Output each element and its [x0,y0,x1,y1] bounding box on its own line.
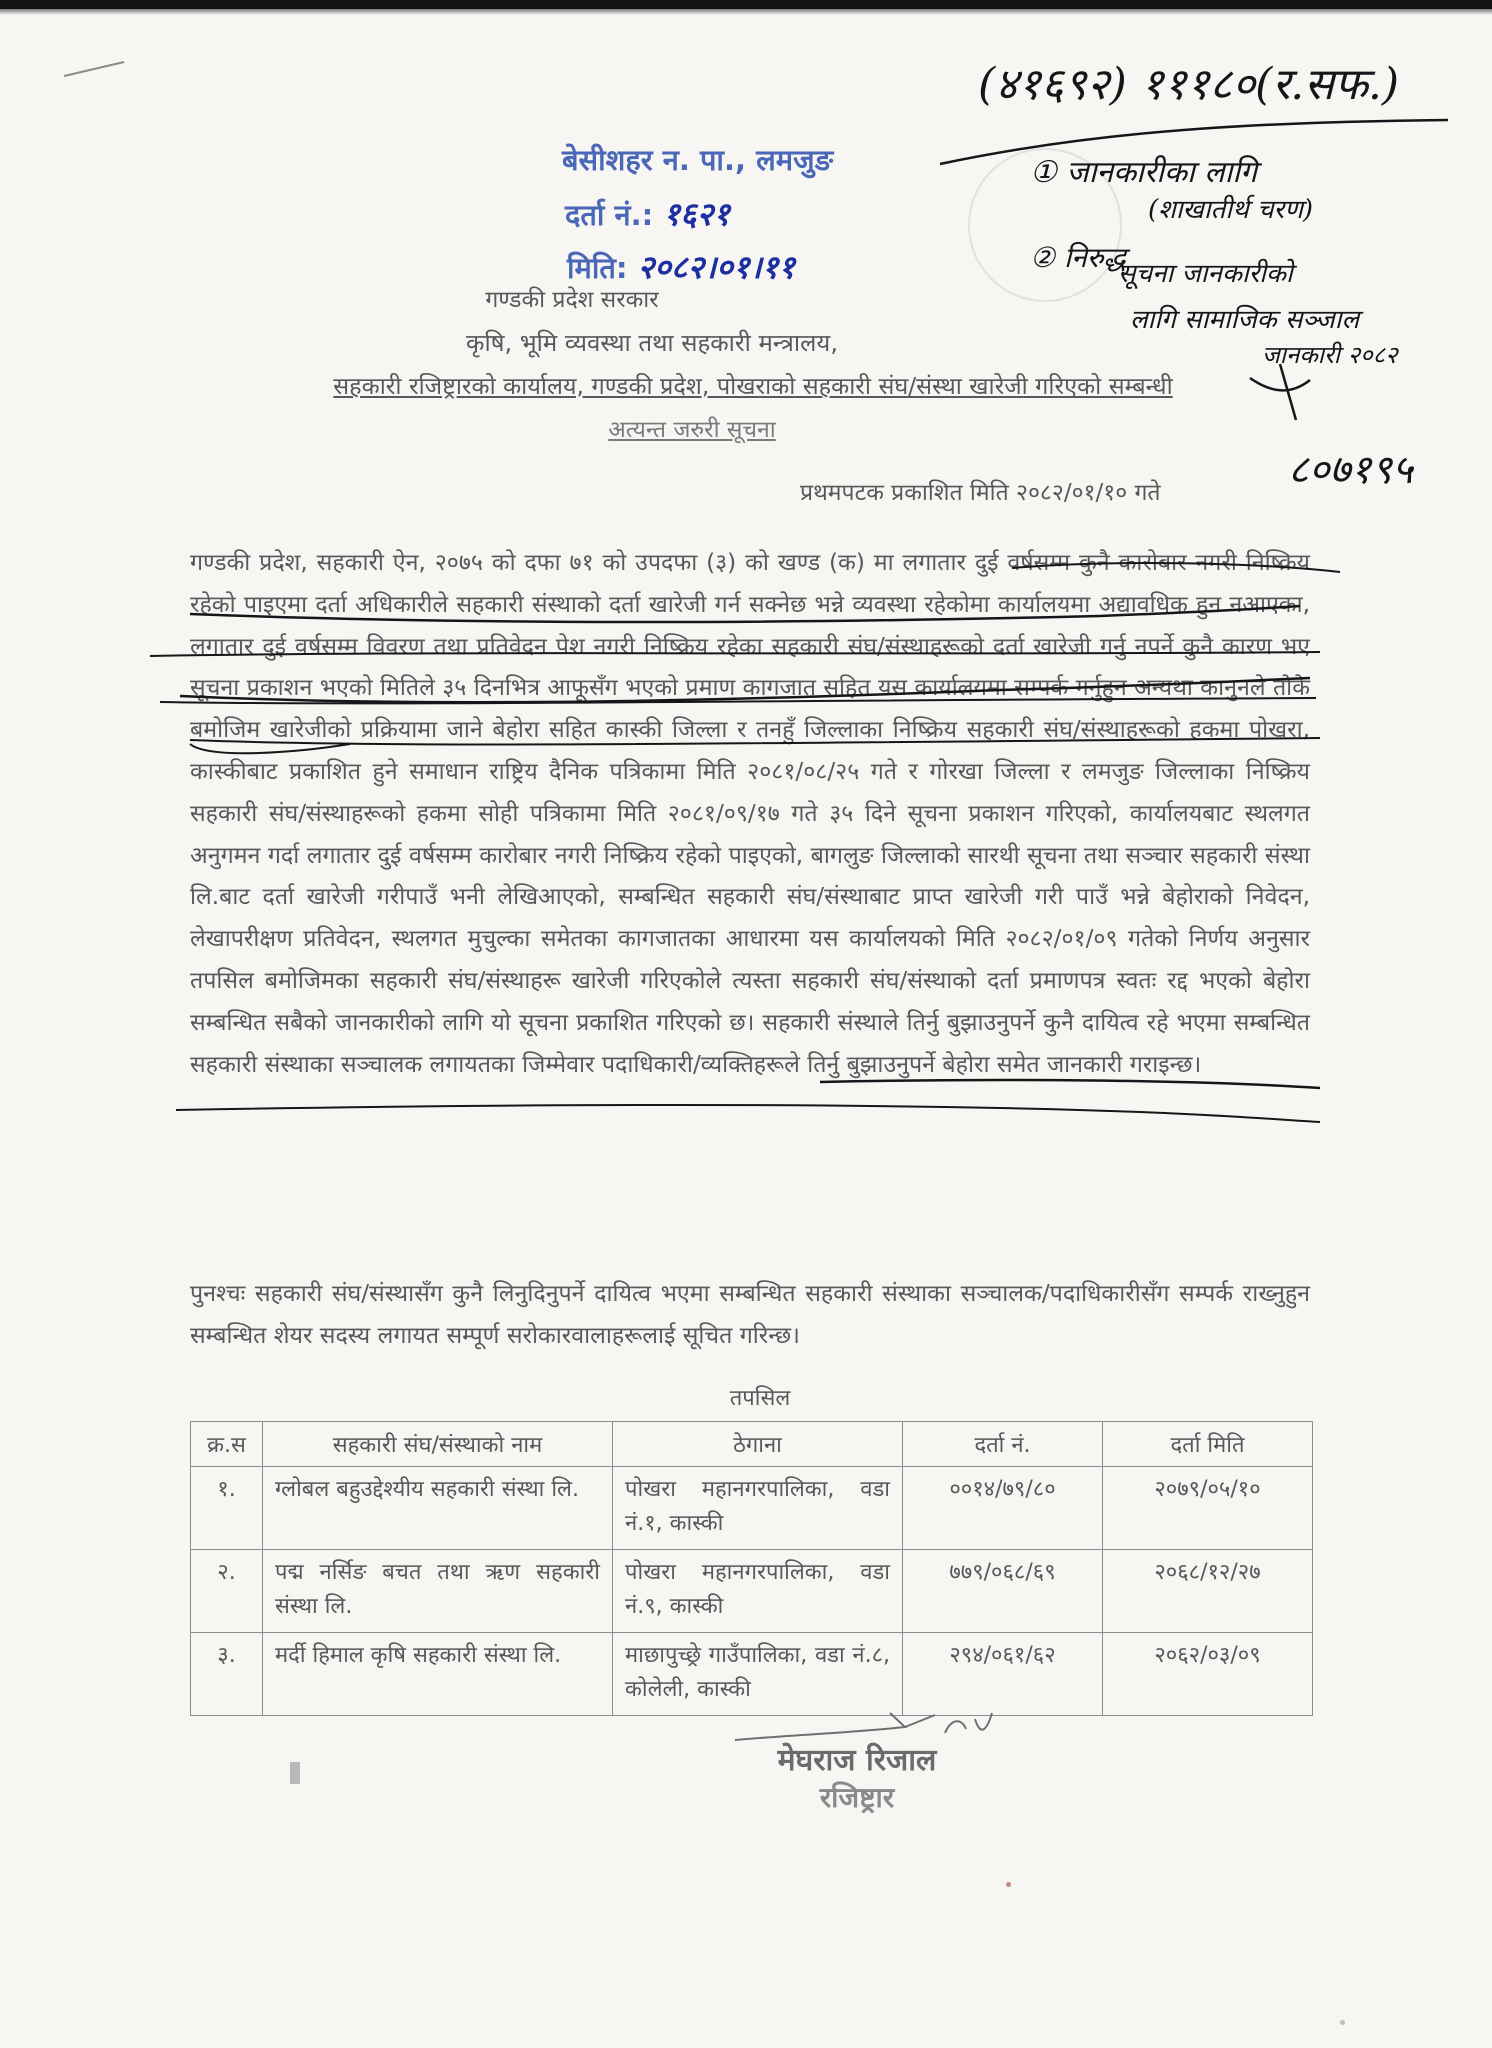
cell-name: मर्दी हिमाल कृषि सहकारी संस्था लि. [263,1633,613,1716]
handwritten-item-1: ① जानकारीका लागि [1030,155,1258,190]
handwritten-item-2d: जानकारी २०८२ [1262,341,1398,369]
cell-name: ग्लोबल बहुउद्देश्यीय सहकारी संस्था लि. [263,1467,613,1550]
stamp-darta-value: १६२१ [663,195,730,233]
stamp-municipality: बेसीशहर न. पा., लमजुङ [562,143,834,177]
header-office-subject: सहकारी रजिष्ट्रारको कार्यालय, गण्डकी प्रदेश, पोखराको सहकारी संघ/संस्था खारेजी गरिएको सम्बन्धी [333,372,1173,400]
stamp-darta-label: दर्ता नं.: [565,198,654,232]
cell-reg-date: २०७९/०५/१० [1103,1467,1313,1550]
body-paragraph: गण्डकी प्रदेश, सहकारी ऐन, २०७५ को दफा ७१ को उपदफा (३) को खण्ड (क) मा लगातार दुई वर्षसम्म कुनै कारोबार नगरी निष्क्रिय रहेको पाइएमा दर्ता अधिकारीले सहकारी संस्थाको दर्ता खारेजी गर्न सक्नेछ भन्ने व्यवस्था रहेकोमा कार्यालयमा अद्यावधिक हुन नआएका, लगातार दुई वर्षसम्म विवरण तथा प्रतिवेदन पेश नगरी निष्क्रिय रहेका सहकारी संघ/संस्थाहरूको दर्ता खारेजी गर्नु नपर्ने कुनै कारण भए सूचना प्रकाशन भएको मितिले ३५ दिनभित्र आफूसँग भएको प्रमाण कागजात सहित यस कार्यालयमा सम्पर्क गर्नुहुन अन्यथा कानुनले तोके बमोजिम खारेजीको प्रक्रियामा जाने बेहोरा सहित कास्की जिल्ला र तनहुँ जिल्लाका निष्क्रिय सहकारी संघ/संस्थाहरूको हकमा पोखरा, कास्कीबाट प्रकाशित हुने समाधान राष्ट्रिय दैनिक पत्रिकामा मिति २०८१/०८/२५ गते र गोरखा जिल्ला र लमजुङ जिल्लाका निष्क्रिय सहकारी संघ/संस्थाहरूको हकमा सोही पत्रिकामा मिति २०८१/०९/१७ गते ३५ दिने सूचना प्रकाशन गरिएको, कार्यालयबाट स्थलगत अनुगमन गर्दा लगातार दुई वर्षसम्म कारोबार नगरी निष्क्रिय रहेको पाइएको, बागलुङ जिल्लाको सारथी सूचना तथा सञ्चार सहकारी संस्था लि.बाट दर्ता खारेजी गरीपाउँ भनी लेखिआएको, सम्बन्धित सहकारी संघ/संस्थाबाट प्राप्त खारेजी गरी पाउँ भन्ने बेहोराको निवेदन, लेखापरीक्षण प्रतिवेदन, स्थलगत मुचुल्का समेतका कागजातका आधारमा यस कार्यालयको मिति २०८२/०१/०९ गतेको निर्णय अनुसार तपसिल बमोजिमका सहकारी संघ/संस्थाहरू खारेजी गरिएकोले त्यस्ता सहकारी संघ/संस्थाको दर्ता प्रमाणपत्र स्वतः रद्द भएको बेहोरा सम्बन्धित सबैको जानकारीको लागि यो सूचना प्रकाशित गरिएको छ। सहकारी संस्थाले तिर्नु बुझाउनुपर्ने कुनै दायित्व रहे भएमा सम्बन्धित सहकारी संस्थाका सञ्चालक लगायतका जिम्मेवार पदाधिकारी/व्यक्तिहरूले तिर्नु बुझाउनुपर्ने बेहोरा समेत जानकारी गराइन्छ। [190,549,1310,1078]
header-ministry: कृषि, भूमि व्यवस्था तथा सहकारी मन्त्रालय, [466,329,838,357]
cell-reg-date: २०६२/०३/०९ [1103,1633,1313,1716]
cell-reg-no: ००१४/७९/८० [903,1467,1103,1550]
cell-address: पोखरा महानगरपालिका, वडा नं.९, कास्की [613,1550,903,1633]
header-reg-date: दर्ता मिति [1103,1422,1313,1467]
cell-reg-no: २९४/०६१/६२ [903,1633,1103,1716]
stamp-miti-label: मिति: [567,251,628,285]
cell-reg-date: २०६८/१२/२७ [1103,1550,1313,1633]
signatory-name: मेघराज रिजाल [777,1743,937,1778]
publication-date: प्रथमपटक प्रकाशित मिति २०८२/०१/१० गते [800,480,1161,506]
cell-address: माछापुच्छ्रे गाउँपालिका, वडा नं.८, कोलेली, कास्की [613,1633,903,1716]
header-sn: क्र.स [191,1422,263,1467]
table-title: तपसिल [729,1386,791,1411]
handwritten-item-2: ② निरुद्ध [1030,241,1126,274]
handwritten-sign: ८०७१९५ [1288,447,1413,493]
cell-sn: २. [191,1550,263,1633]
header-name: सहकारी संघ/संस्थाको नाम [263,1422,613,1467]
header-address: ठेगाना [613,1422,903,1467]
header-urgent-notice: अत्यन्त जरुरी सूचना [608,417,776,443]
header-reg-no: दर्ता नं. [903,1422,1103,1467]
handwritten-item-1b: (शाखातीर्थ चरण) [1148,195,1314,225]
header-government: गण्डकी प्रदेश सरकार [485,287,659,313]
handwritten-ref: (४१६९२) १११८०(र.सफ.) [978,59,1400,110]
signatory-title: रजिष्ट्रार [819,1781,895,1814]
handwritten-item-2b: सूचना जानकारीको [1118,259,1293,289]
cell-sn: १. [191,1467,263,1550]
cell-sn: ३. [191,1633,263,1716]
stamp-miti-value: २०८२।०१।११ [637,248,795,286]
cell-reg-no: ७७९/०६८/६९ [903,1550,1103,1633]
cell-address: पोखरा महानगरपालिका, वडा नं.१, कास्की [613,1467,903,1550]
postscript-text: पुनश्चः सहकारी संघ/संस्थासँग कुनै लिनुदिनुपर्ने दायित्व भएमा सम्बन्धित सहकारी संस्थाका सञ्चालक/पदाधिकारीसँग सम्पर्क राख्नुहुन सम्बन्धित शेयर सदस्य लगायत सम्पूर्ण सरोकारवालाहरूलाई सूचित गरिन्छ। [190,1280,1310,1349]
handwritten-item-2c: लागि सामाजिक सञ्जाल [1130,305,1360,335]
cell-name: पद्म नर्सिङ बचत तथा ऋण सहकारी संस्था लि. [263,1550,613,1633]
